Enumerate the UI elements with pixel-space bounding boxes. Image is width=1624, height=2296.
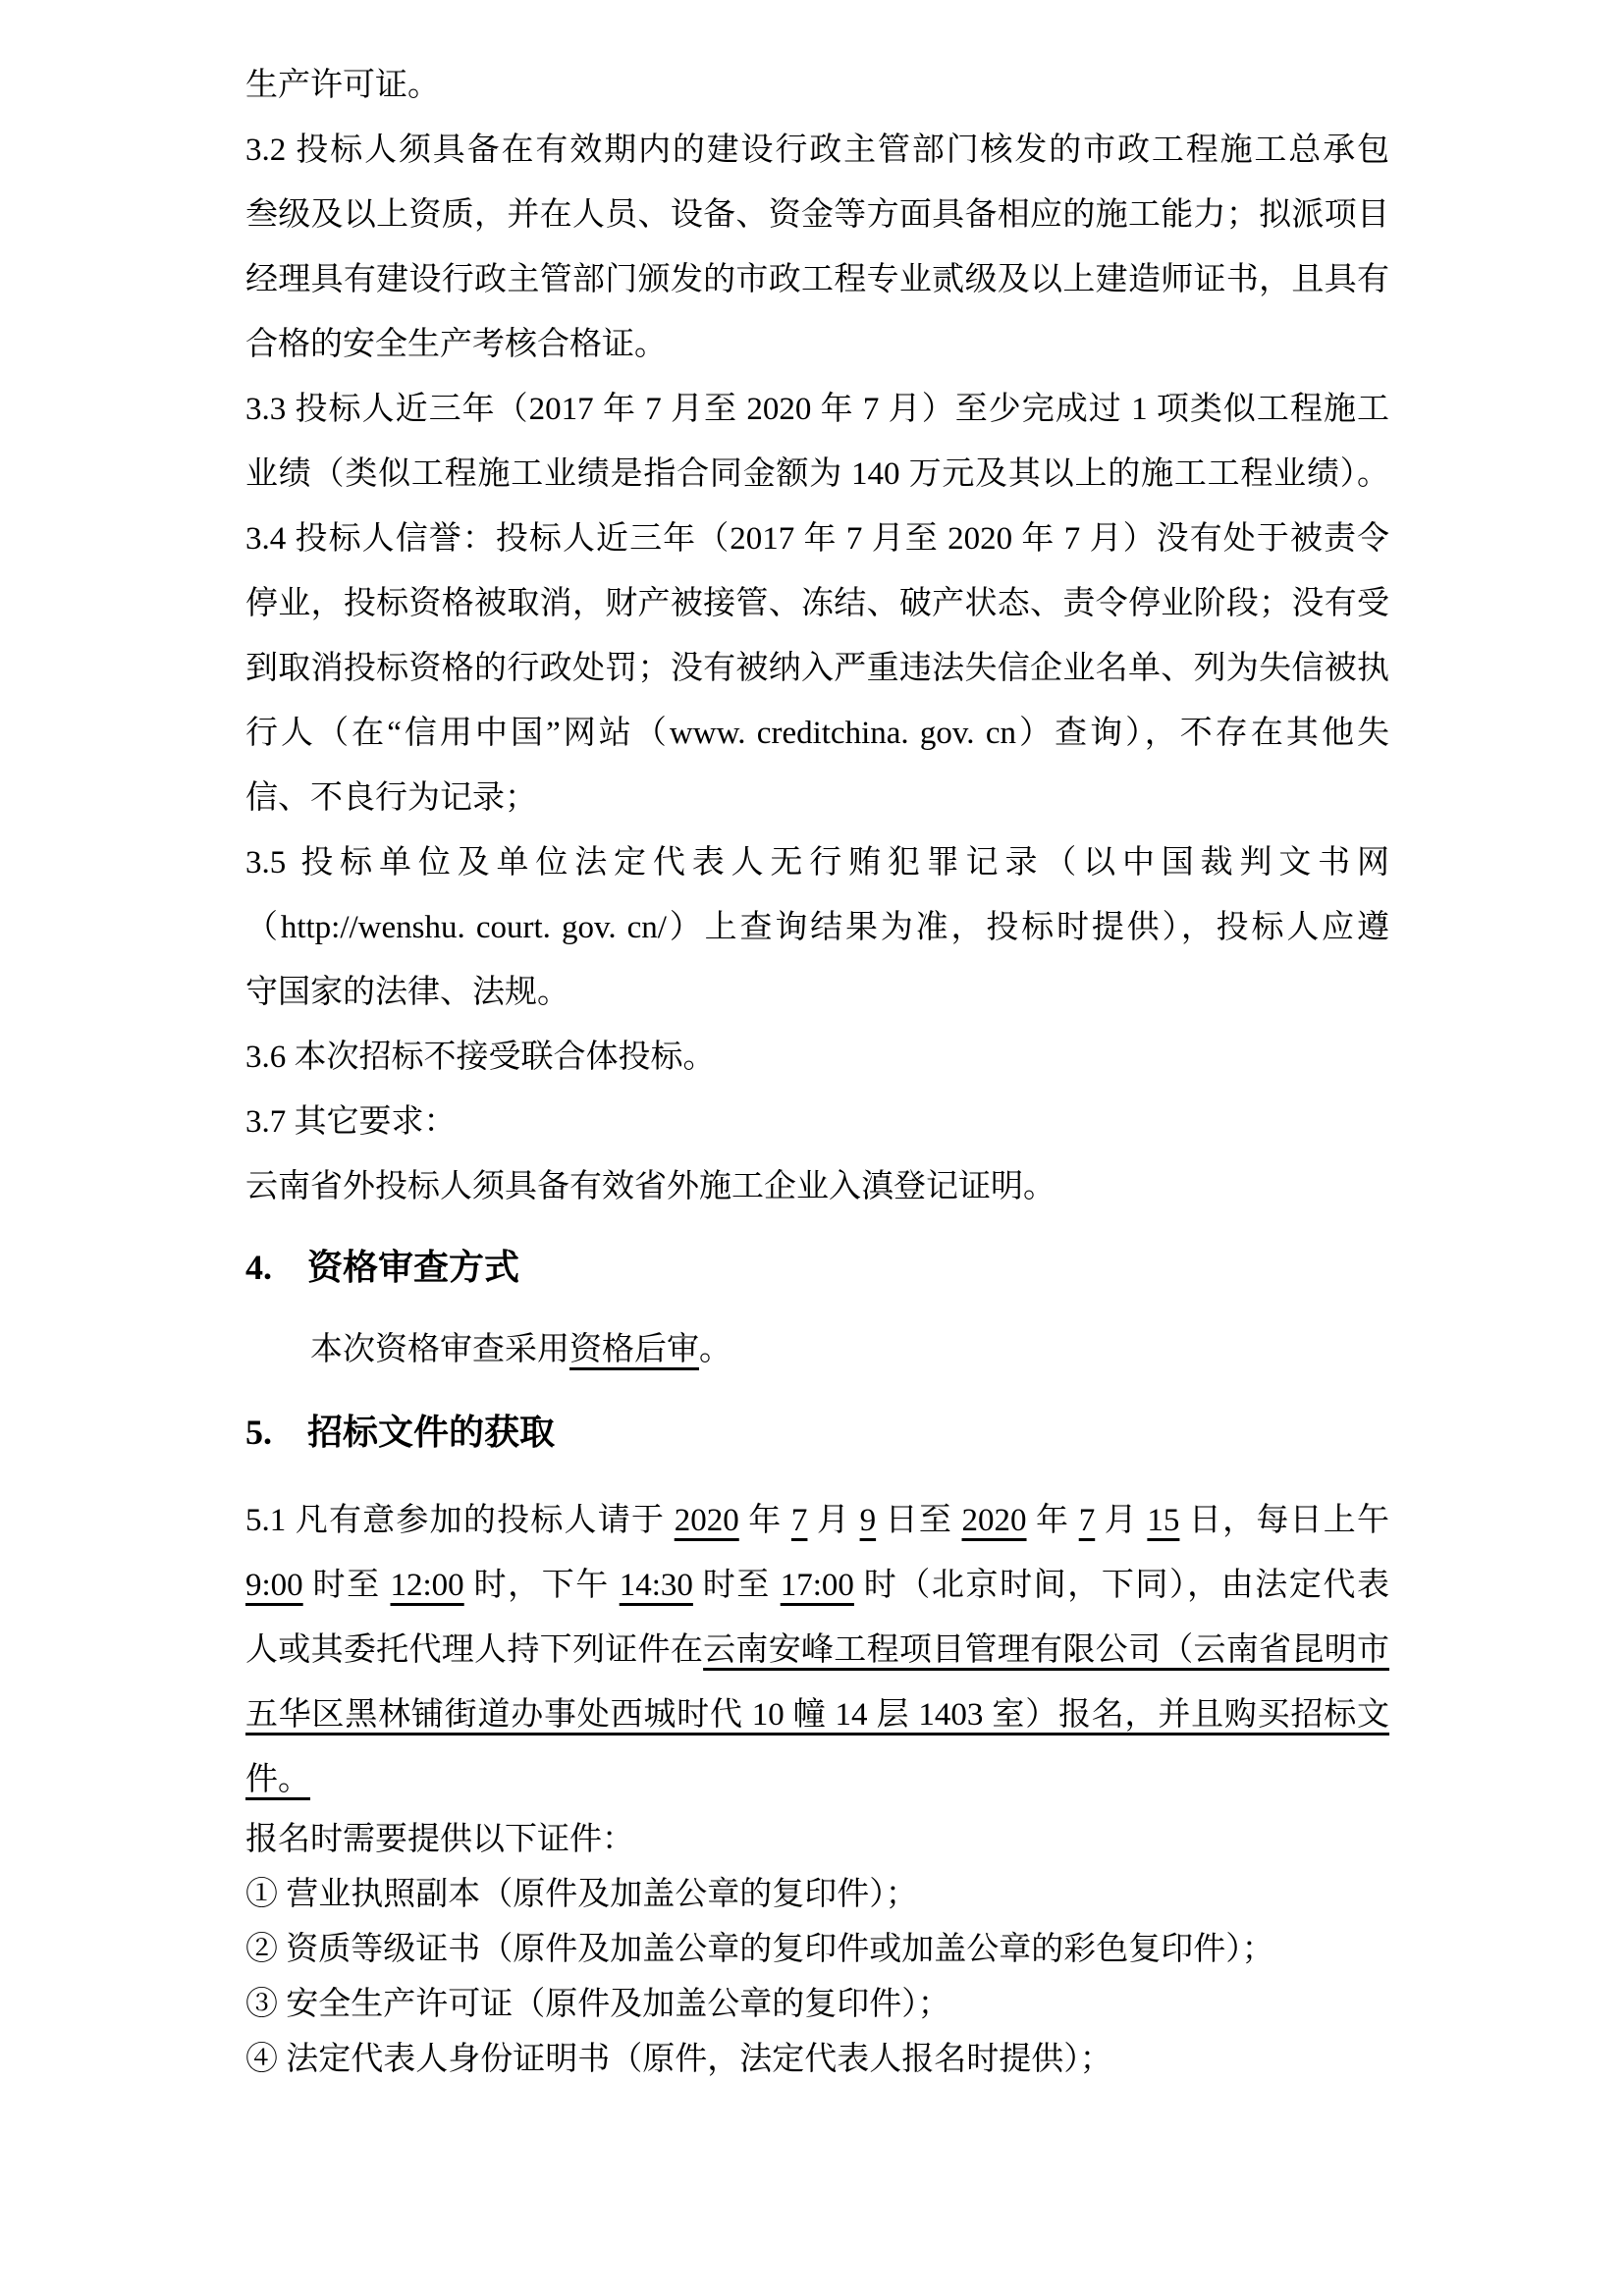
text-run: ③ 安全生产许可证（原件及加盖公章的复印件）； [245, 1987, 950, 2022]
text-run: 日，每日上午 [1179, 1503, 1390, 1538]
underlined-text: 2020 [961, 1503, 1027, 1538]
text-run: 日至 [876, 1503, 962, 1538]
text-line [245, 183, 1389, 247]
text-run: 3.5 投标单位及单位法定代表人无行贿犯罪记录（以中国裁判文书网 [245, 845, 1389, 881]
text-run: 5. 招标文件的获取 [245, 1413, 556, 1452]
text-line [245, 766, 1389, 830]
text-run: 3.4 投标人信誉：投标人近三年（2017 年 7 月至 2020 年 7 月）没有处于被责令 [245, 521, 1389, 557]
text-line [245, 701, 1389, 766]
section-heading-4 [245, 1235, 1389, 1300]
underlined-text: 7 [1078, 1503, 1096, 1538]
text-run: ② 资质等级证书（原件及加盖公章的复印件或加盖公章的彩色复印件）； [245, 1932, 1274, 1967]
text-line [245, 636, 1389, 701]
text-run: ④ 法定代表人身份证明书（原件，法定代表人报名时提供）； [245, 2042, 1112, 2077]
list-item-3 [245, 1977, 1389, 2032]
underlined-text: 14:30 [619, 1568, 693, 1603]
text-run: 3.7 其它要求： [245, 1104, 457, 1140]
text-line [245, 507, 1389, 571]
text-run: ① 营业执照副本（原件及加盖公章的复印件）； [245, 1877, 918, 1912]
underlined-text: 件。 [245, 1762, 310, 1797]
text-line [245, 960, 1389, 1025]
underlined-text: 15 [1147, 1503, 1180, 1538]
text-line [245, 1154, 1389, 1219]
text-line [245, 1025, 1389, 1090]
text-line [245, 1553, 1389, 1618]
text-run: 合格的安全生产考核合格证。 [245, 327, 667, 362]
underlined-text: 云南安峰工程项目管理有限公司（云南省昆明市 [703, 1632, 1390, 1668]
underlined-text: 五华区黑林铺街道办事处西城时代 10 幢 14 层 1403 室）报名，并且购买招标文 [245, 1697, 1390, 1733]
text-run: 3.2 投标人须具备在有效期内的建设行政主管部门核发的市政工程施工总承包 [245, 133, 1389, 168]
text-line [245, 53, 1389, 118]
text-line [245, 1747, 1389, 1812]
underlined-text: 7 [790, 1503, 808, 1538]
text-line [245, 571, 1389, 636]
text-line [245, 247, 1389, 312]
text-run: 5.1 凡有意参加的投标人请于 [245, 1503, 675, 1538]
text-run: 经理具有建设行政主管部门颁发的市政工程专业贰级及以上建造师证书，且具有 [245, 262, 1389, 297]
underlined-text: 9 [859, 1503, 877, 1538]
list-item-2 [245, 1922, 1389, 1977]
text-line [245, 1682, 1389, 1747]
text-run: 报名时需要提供以下证件： [245, 1822, 634, 1857]
text-run: 时，下午 [463, 1568, 620, 1603]
text-line [245, 1618, 1389, 1682]
text-run: 停业，投标资格被取消，财产被接管、冻结、破产状态、责令停业阶段；没有受 [245, 586, 1389, 621]
text-run: 叁级及以上资质，并在人员、设备、资金等方面具备相应的施工能力；拟派项目 [245, 197, 1389, 233]
text-run: 月 [1095, 1503, 1148, 1538]
text-line [245, 118, 1389, 183]
text-line [245, 442, 1389, 507]
text-run: 信、不良行为记录； [245, 780, 537, 816]
text-run: 本次资格审查采用 [310, 1332, 569, 1367]
text-run: 到取消投标资格的行政处罚；没有被纳入严重违法失信企业名单、列为失信被执 [245, 651, 1389, 686]
text-run: （http://wenshu. court. gov. cn/）上查询结果为准，投标时提供），投标人应遵 [245, 910, 1389, 945]
text-run: 时至 [302, 1568, 391, 1603]
text-run: 生产许可证。 [245, 68, 440, 103]
underlined-text: 9:00 [245, 1568, 303, 1603]
text-line [245, 377, 1389, 442]
text-line [245, 830, 1389, 895]
section-heading-5 [245, 1400, 1389, 1465]
list-item-4 [245, 2032, 1389, 2087]
text-run: 3.3 投标人近三年（2017 年 7 月至 2020 年 7 月）至少完成过 1 项类似工程施工 [245, 392, 1389, 427]
text-line [245, 1317, 1389, 1382]
text-run: 3.6 本次招标不接受联合体投标。 [245, 1040, 716, 1075]
text-line [245, 1090, 1389, 1154]
text-run: 行人（在“信用中国”网站（www. creditchina. gov. cn）查询），不存在其他失 [245, 716, 1389, 751]
text-line [245, 1488, 1389, 1553]
text-run: 人或其委托代理人持下列证件在 [245, 1632, 704, 1668]
underlined-text: 资格后审 [569, 1332, 699, 1367]
document-content [245, 53, 1389, 2087]
underlined-text: 17:00 [780, 1568, 854, 1603]
text-run: 月 [807, 1503, 860, 1538]
text-run: 时至 [692, 1568, 781, 1603]
text-run: 云南省外投标人须具备有效省外施工企业入滇登记证明。 [245, 1169, 1056, 1204]
text-line [245, 312, 1389, 377]
list-item-1 [245, 1867, 1389, 1922]
text-line [245, 1812, 1389, 1867]
text-run: 业绩（类似工程施工业绩是指合同金额为 140 万元及其以上的施工工程业绩）。 [245, 456, 1389, 492]
text-run: 时（北京时间，下同），由法定代表 [853, 1568, 1390, 1603]
underlined-text: 12:00 [390, 1568, 464, 1603]
text-run: 4. 资格审查方式 [245, 1248, 520, 1287]
text-run: 年 [1026, 1503, 1079, 1538]
text-run: 守国家的法律、法规。 [245, 975, 569, 1010]
text-run: 年 [738, 1503, 791, 1538]
text-line [245, 895, 1389, 960]
underlined-text: 2020 [674, 1503, 739, 1538]
text-run: 。 [699, 1332, 731, 1367]
